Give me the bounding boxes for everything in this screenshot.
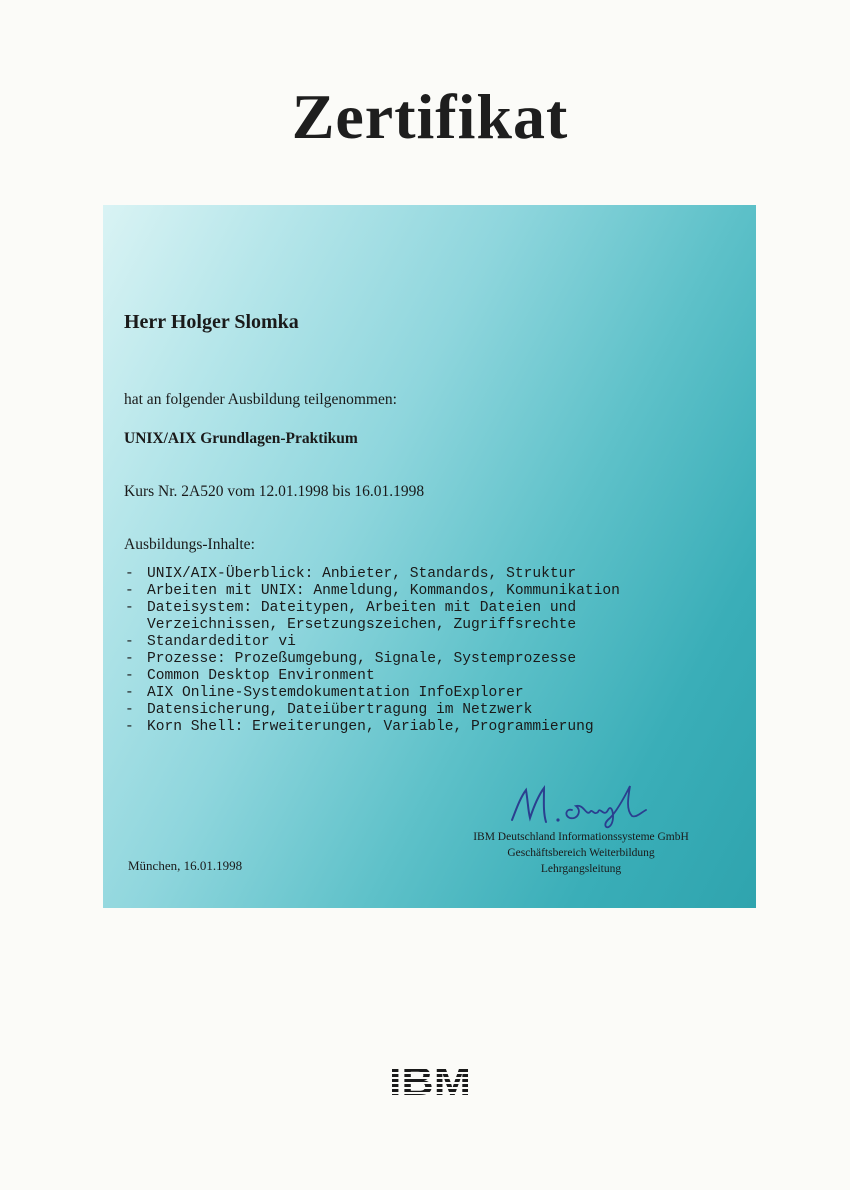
course-number: Kurs Nr. 2A520 vom 12.01.1998 bis 16.01.1998	[124, 483, 425, 500]
issuer-division: Geschäftsbereich Weiterbildung	[507, 847, 655, 859]
certificate-title: Zertifikat	[291, 81, 569, 152]
list-item: - Prozesse: Prozeßumgebung, Signale, Systemprozesse	[125, 651, 577, 667]
list-item: - AIX Online-Systemdokumentation InfoExplorer	[125, 685, 524, 701]
list-item-continuation	[125, 617, 620, 634]
contents-list	[125, 566, 620, 736]
ibm-logo-icon	[388, 1062, 472, 1098]
list-item-text: Common Desktop Environment	[147, 668, 375, 684]
contents-label: Ausbildungs-Inhalte:	[124, 536, 255, 553]
list-item: - Datensicherung, Dateiübertragung im Netzwerk	[125, 702, 533, 718]
list-item: - Arbeiten mit UNIX: Anmeldung, Kommandos, Kommunikation	[125, 583, 620, 599]
list-item: - Standardeditor vi	[125, 634, 296, 650]
place-and-date: München, 16.01.1998	[128, 858, 243, 873]
list-item-text: AIX Online-Systemdokumentation InfoExplorer	[147, 685, 524, 701]
list-item: - Korn Shell: Erweiterungen, Variable, Programmierung	[125, 719, 594, 735]
list-item-text: Arbeiten mit UNIX: Anmeldung, Kommandos, Kommunikation	[147, 583, 620, 599]
issuer-department: Lehrgangsleitung	[540, 863, 622, 875]
list-item: - UNIX/AIX-Überblick: Anbieter, Standards, Struktur	[125, 566, 577, 582]
recipient-name: Herr Holger Slomka	[124, 311, 299, 333]
issuer-company: IBM Deutschland Informationssysteme GmbH	[473, 831, 689, 843]
list-item-text: UNIX/AIX-Überblick: Anbieter, Standards, Struktur	[147, 566, 577, 582]
list-item-text: Verzeichnissen, Ersetzungszeichen, Zugriffsrechte	[147, 617, 577, 633]
signature-icon	[506, 780, 666, 830]
list-item-text: Dateisystem: Dateitypen, Arbeiten mit Dateien und	[147, 600, 577, 616]
list-item-text: Prozesse: Prozeßumgebung, Signale, Systemprozesse	[147, 651, 577, 667]
list-item: - Common Desktop Environment	[125, 668, 375, 684]
list-item-text: Standardeditor vi	[147, 634, 296, 650]
issuer-block	[421, 829, 741, 877]
list-item-text: Datensicherung, Dateiübertragung im Netzwerk	[147, 702, 533, 718]
list-item-text: Korn Shell: Erweiterungen, Variable, Programmierung	[147, 719, 594, 735]
list-item: - Dateisystem: Dateitypen, Arbeiten mit Dateien und	[125, 600, 577, 616]
participation-statement: hat an folgender Ausbildung teilgenommen:	[124, 391, 397, 408]
certificate-panel	[103, 205, 756, 908]
course-title: UNIX/AIX Grundlagen-Praktikum	[124, 430, 358, 447]
